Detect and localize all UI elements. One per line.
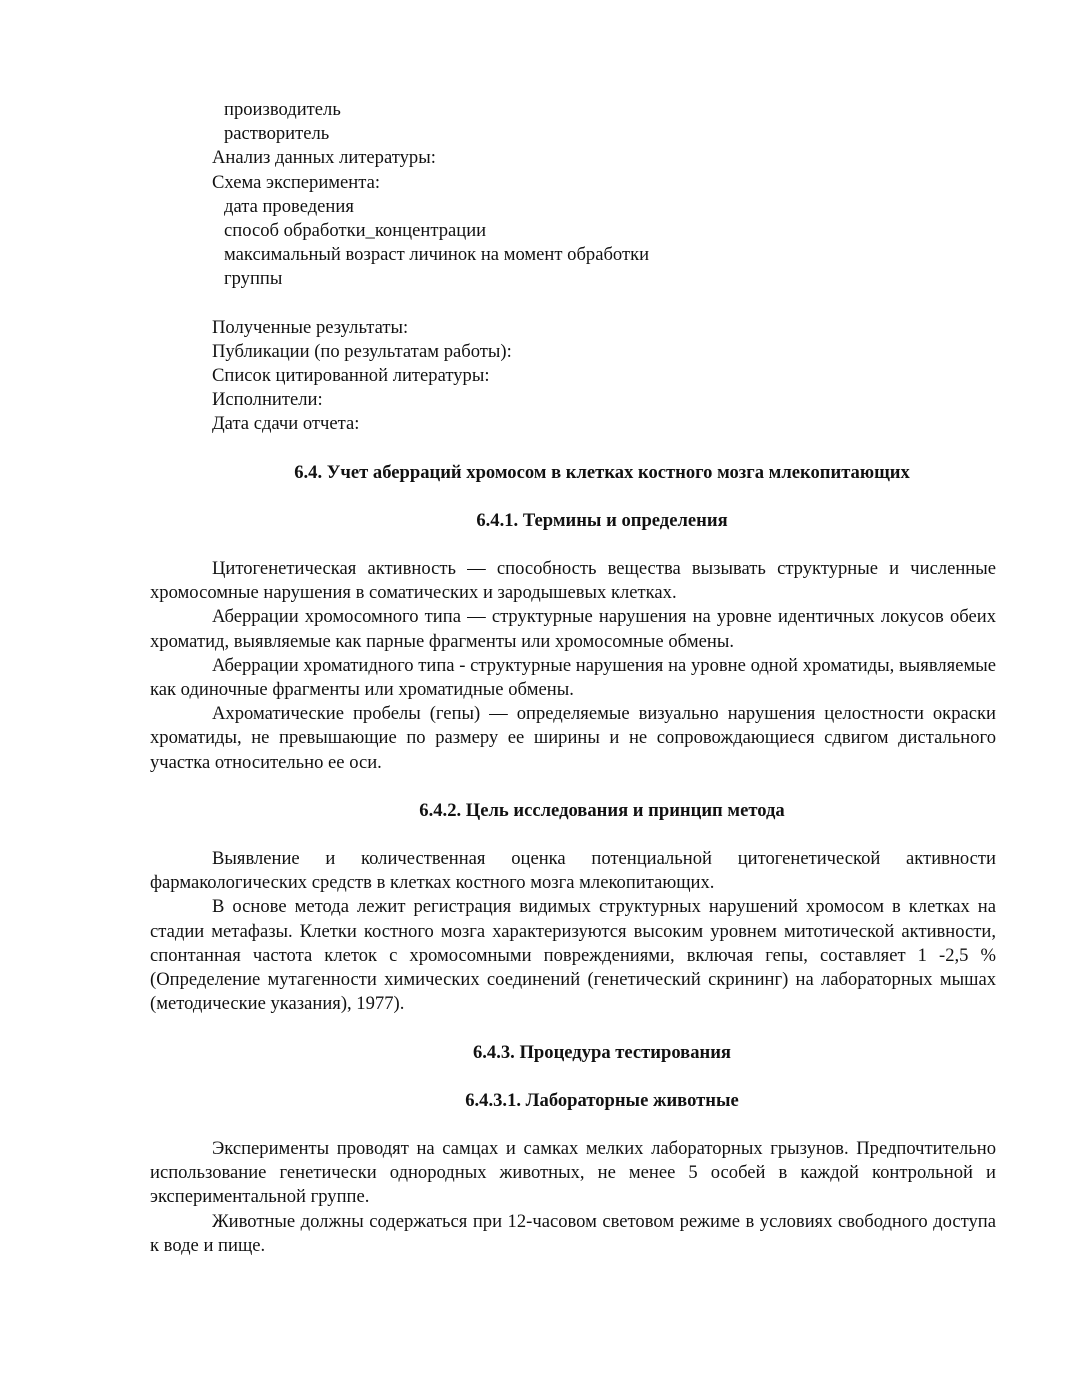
spacer [150, 292, 996, 316]
form-line-groups: группы [224, 268, 283, 290]
paragraph-animal-housing: Животные должны содержаться при 12-часовом световом режиме в условиях свободного доступа к воде и пище. [150, 1210, 996, 1256]
form-line-date-conducted: дата проведения [224, 195, 354, 217]
paragraph-chromatid-aberrations: Аберрации хроматидного типа - структурные нарушения на уровне одной хроматиды, выявляемые как одиночные фрагменты или хроматидные обмены. [150, 654, 996, 701]
paragraph-achromatic-gaps: Ахроматические пробелы (гепы) — определяемые визуально нарушения целостности окраски хроматиды, не превышающие по размеру ее ширины и не сопровождающиеся сдвигом дистального участка относительно ее оси. [150, 703, 996, 773]
section-heading-6-4-3: 6.4.3. Процедура тестирования [472, 1041, 731, 1063]
paragraph-cytogenetic-activity: Цитогенетическая активность — способность вещества вызывать структурные и численные хромосомные нарушения в соматических и зародышевых клетках. [150, 558, 996, 604]
form-line-experiment-scheme: Схема эксперимента: [212, 171, 381, 193]
document-page [150, 98, 996, 1258]
form-line-solvent: растворитель [224, 123, 330, 145]
section-heading-6-4: 6.4. Учет аберраций хромосом в клетках костного мозга млекопитающих [294, 461, 910, 483]
paragraph-study-goal: Выявление и количественная оценка потенциальной цитогенетической активности фармакологических средств в клетках костного мозга млекопитающих. [150, 848, 996, 894]
form-line-results: Полученные результаты: [212, 316, 409, 338]
paragraph-chromosome-aberrations: Аберрации хромосомного типа — структурные нарушения на уровне идентичных локусов обеих хроматид, выявляемые как парные фрагменты или хромосомные обмены. [150, 606, 996, 652]
paragraph-method-principle: В основе метода лежит регистрация видимых структурных нарушений хромосом в клетках на стадии метафазы. Клетки костного мозга характеризуются высоким уровнем митотической активности, спонтанная частота клеток с хромосомными повреждениями, включая гепы, составляет 1 -2,5 % (Определение мутагенности химических соединений (генетический скрининг) на лабораторных мышах (методические указания), 1977). [150, 896, 996, 1015]
section-heading-6-4-2: 6.4.2. Цель исследования и принцип метода [419, 799, 785, 821]
paragraph-laboratory-animals: Эксперименты проводят на самцах и самках мелких лабораторных грызунов. Предпочтительно использование генетически однородных животных, не менее 5 особей в каждой контрольной и экспериментальной группе. [150, 1137, 996, 1208]
form-line-performers: Исполнители: [212, 389, 323, 411]
form-line-producer: производитель [224, 99, 341, 120]
form-line-report-date: Дата сдачи отчета: [212, 413, 360, 435]
form-line-publications: Публикации (по результатам работы): [212, 340, 512, 362]
form-line-max-larvae-age: максимальный возраст личинок на момент обработки [224, 244, 650, 266]
section-heading-6-4-3-1: 6.4.3.1. Лабораторные животные [465, 1089, 739, 1111]
form-line-treatment-method: способ обработки_концентрации [224, 220, 487, 242]
section-heading-6-4-1: 6.4.1. Термины и определения [476, 509, 728, 531]
form-line-cited-literature: Список цитированной литературы: [212, 365, 490, 387]
form-line-literature-analysis: Анализ данных литературы: [212, 147, 436, 169]
